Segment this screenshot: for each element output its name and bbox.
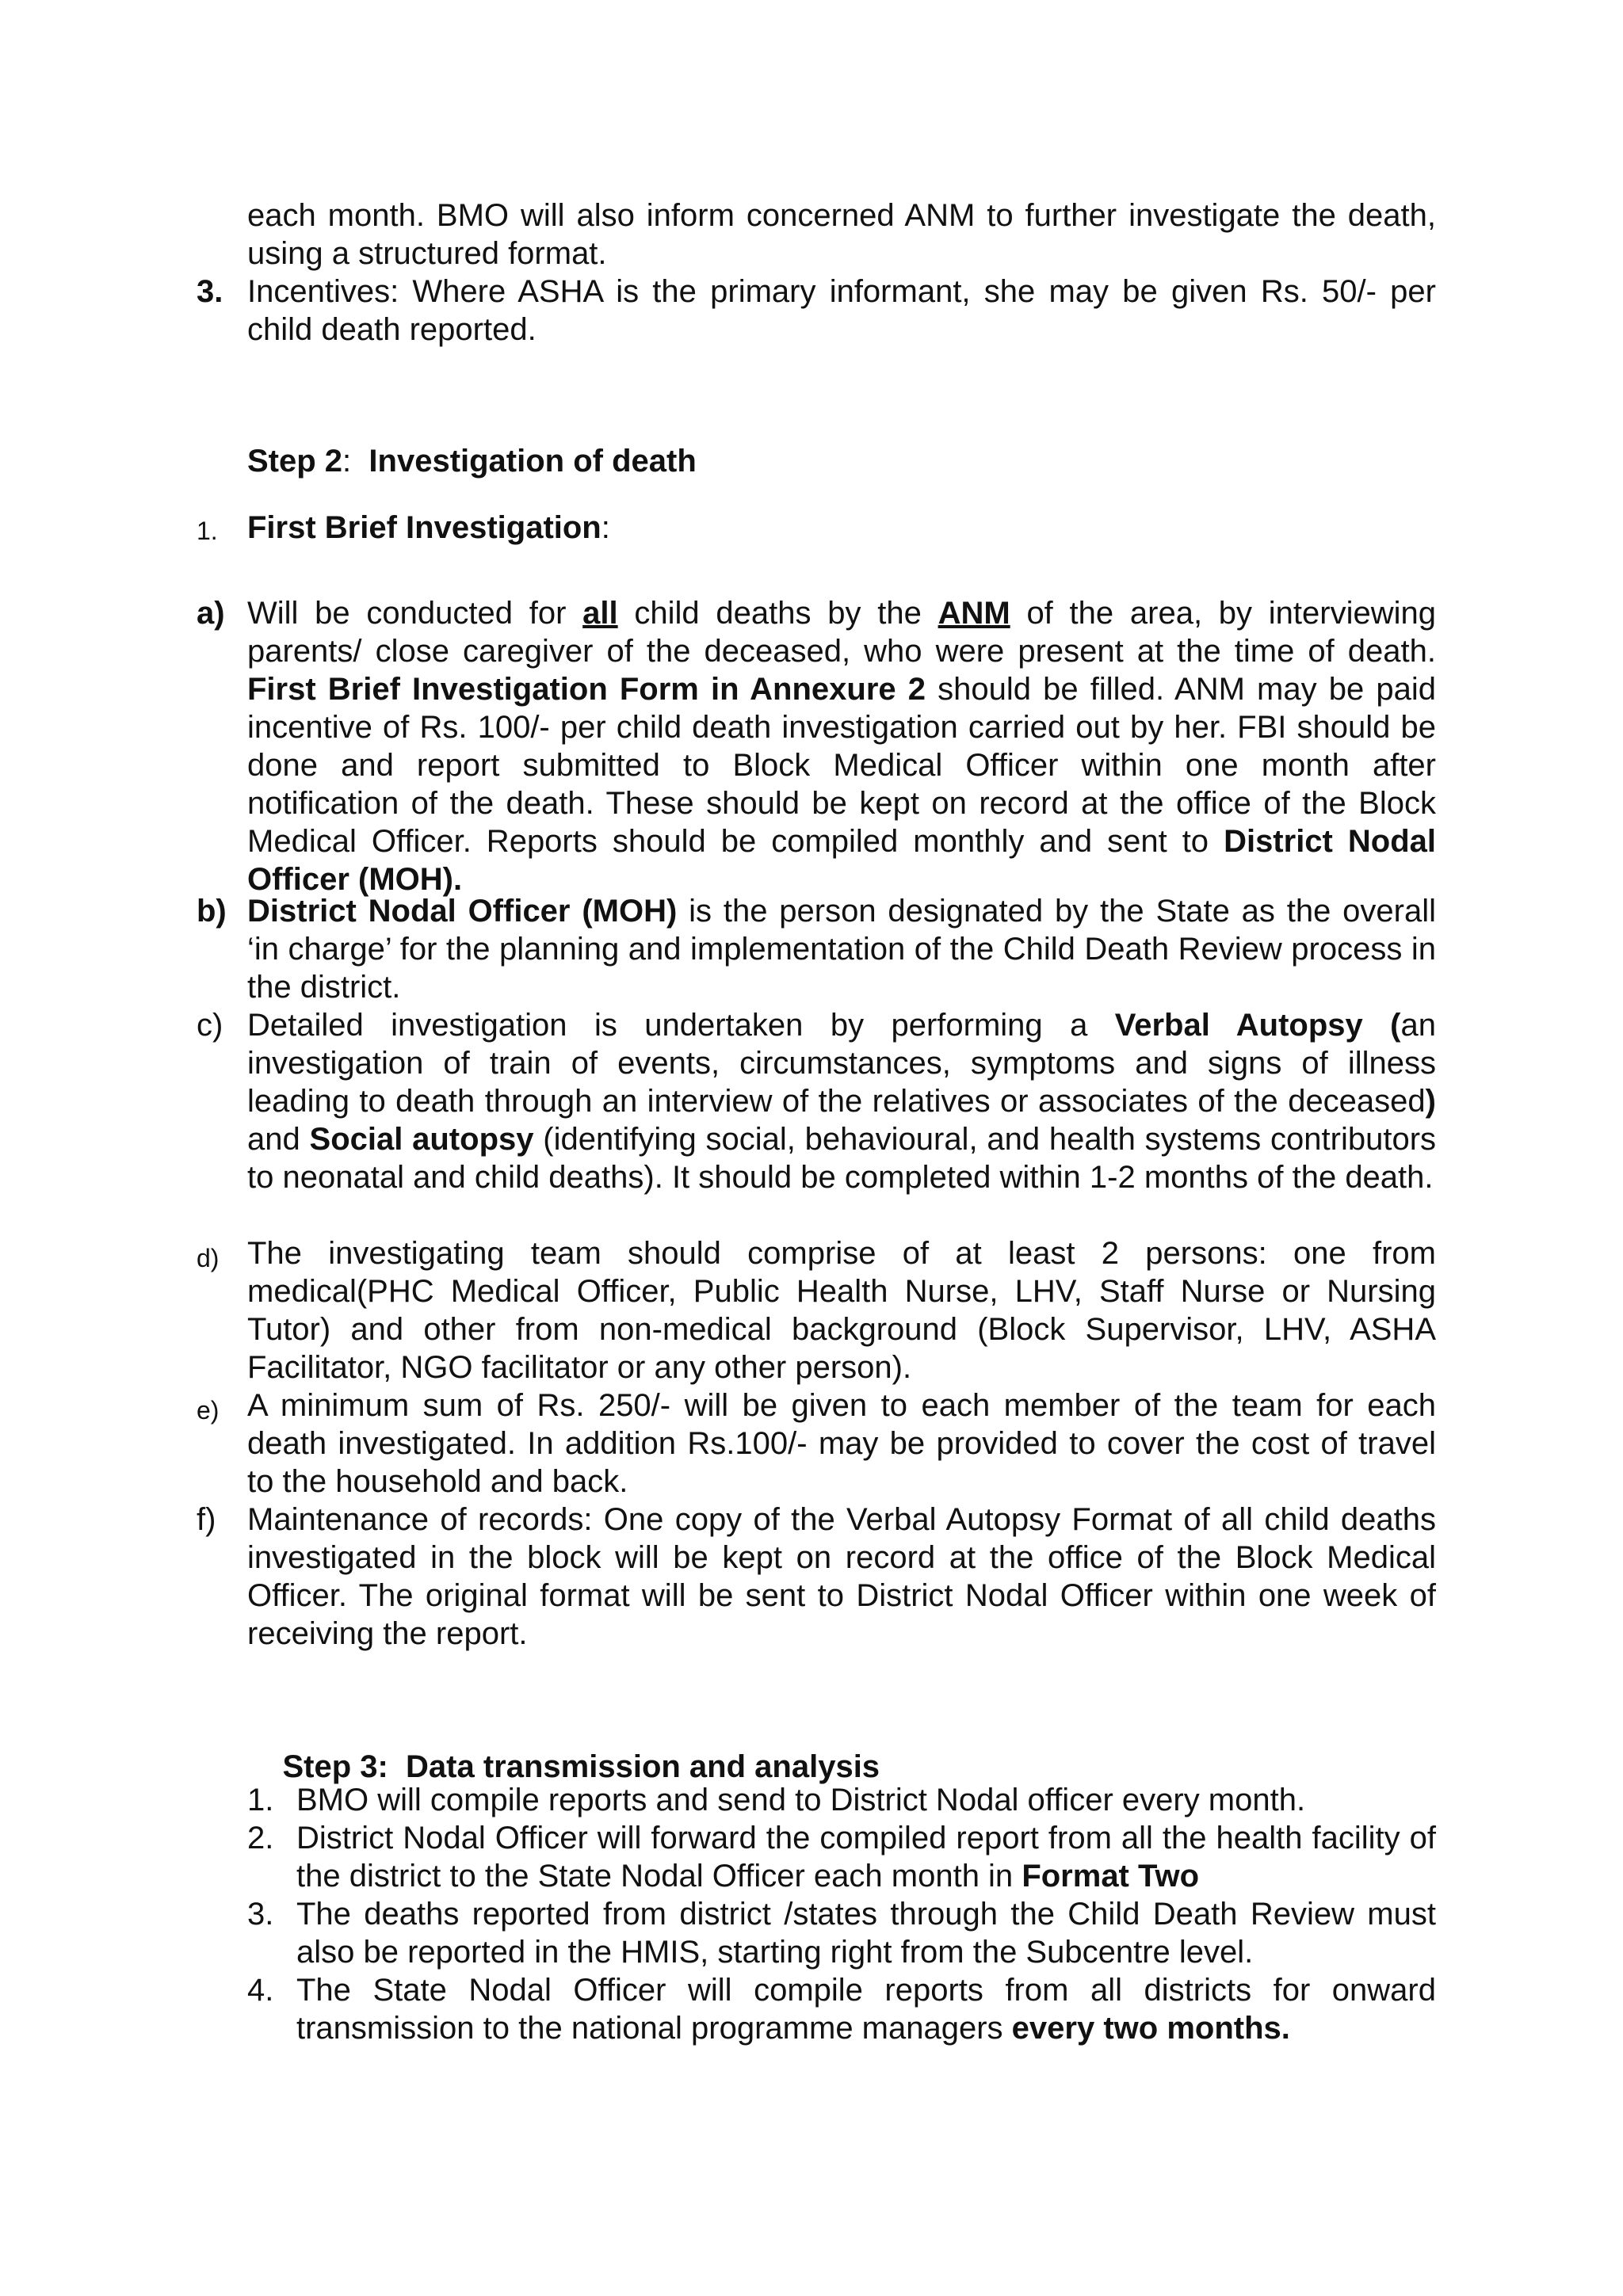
item-number: 1. [247, 1783, 274, 1817]
sub-number: 1. [197, 517, 218, 545]
list-item-b [197, 892, 1436, 1006]
list-item-a [197, 594, 1436, 898]
item-marker: c) [197, 1008, 223, 1043]
intro-text: each month. BMO will also inform concerned ANM to further investigate the death, using a structured format. [247, 198, 1436, 271]
step3-item-3 [247, 1895, 1436, 1971]
emphasis-all: all [582, 596, 618, 631]
item-marker: a) [197, 596, 225, 631]
item-marker: f) [197, 1502, 216, 1537]
list-item-c [197, 1006, 1436, 1196]
item-c-text-1: Detailed investigation is undertaken by performing a [247, 1008, 1088, 1043]
step3-item-4 [247, 1971, 1436, 2047]
step2-heading [247, 442, 1436, 480]
first-brief-investigation-heading [197, 509, 1436, 547]
item-marker: d) [197, 1244, 220, 1272]
emphasis-anm: ANM [938, 596, 1010, 631]
district-nodal-officer-ref: District Nodal Officer (MOH) [247, 894, 678, 929]
format-two-ref: Format Two [1022, 1859, 1200, 1894]
item-number: 3. [247, 1897, 274, 1932]
incentives-item [197, 273, 1436, 349]
list-item-f [197, 1501, 1436, 1653]
closing-paren: ) [1425, 1084, 1436, 1119]
intro-continuation [247, 196, 1436, 273]
item-f-text: Maintenance of records: One copy of the Verbal Autopsy Format of all child deaths investigated in the block will be kept on record at the office of the Block Medical Officer. The original format will be sent to District Nodal Officer within one week of receiving the report. [247, 1502, 1436, 1651]
item-a-text-3: of the area, by interviewing parents/ close caregiver of the deceased, who were present at the time of death. [247, 596, 1436, 669]
item-marker: e) [197, 1396, 220, 1425]
item-a-text-4: should be filled. ANM may be paid incentive of Rs. 100/- per child death investigation carried out by her. FBI should be done and report submitted to Block Medical Officer within one month after notification of the death. These should be kept on record at the office of the Block Medical Officer. Reports should be compiled monthly and sent to [247, 672, 1436, 859]
step3-item-text: The State Nodal Officer will compile reports from all districts for onward transmission to the national programme managers [296, 1973, 1436, 2046]
sub-title: First Brief Investigation [247, 510, 601, 545]
item-number: 2. [247, 1821, 274, 1855]
item-b-text: is the person designated by the State as the overall ‘in charge’ for the planning and implementation of the Child Death Review process in the district. [247, 894, 1436, 1005]
social-autopsy-term: Social autopsy [309, 1122, 534, 1157]
step3-item-text: The deaths reported from district /states through the Child Death Review must also be reported in the HMIS, starting right from the Subcentre level. [296, 1897, 1436, 1970]
step3-title: Step 3: Data transmission and analysis [282, 1749, 880, 1784]
item-c-and: and [247, 1122, 300, 1157]
step2-title: Investigation of death [369, 444, 697, 479]
incentives-text: Incentives: Where ASHA is the primary informant, she may be given Rs. 50/- per child death reported. [247, 274, 1436, 347]
item-a-text-1: Will be conducted for [247, 596, 567, 631]
list-item-d [197, 1234, 1436, 1386]
item-a-text-2: child deaths by the [634, 596, 922, 631]
item-c-text-2: an investigation of train of events, circumstances, symptoms and signs of illness leading to death through an interview of the relatives or associates of the deceased [247, 1008, 1437, 1119]
verbal-autopsy-term: Verbal Autopsy ( [1114, 1008, 1401, 1043]
step3-item-1 [247, 1781, 1436, 1819]
step2-colon: : [342, 444, 352, 479]
item-marker: b) [197, 894, 227, 929]
step3-item-text: BMO will compile reports and send to District Nodal officer every month. [296, 1783, 1306, 1817]
item-e-text: A minimum sum of Rs. 250/- will be given to each member of the team for each death investigated. In addition Rs.100/- may be provided to cover the cost of travel to the household and back. [247, 1388, 1436, 1499]
step2-label: Step 2 [247, 444, 343, 479]
every-two-months-emphasis: every two months. [1011, 2011, 1290, 2046]
step3-item-text: District Nodal Officer will forward the compiled report from all the health facility of the district to the State Nodal Officer each month in [296, 1821, 1436, 1894]
item-number: 4. [247, 1973, 274, 2008]
sub-colon: : [601, 510, 610, 545]
list-item-e [197, 1386, 1436, 1501]
step3-item-2 [247, 1819, 1436, 1895]
item-c-text-3: (identifying social, behavioural, and health systems contributors to neonatal and child deaths). It should be completed within 1-2 months of the death. [247, 1122, 1437, 1195]
item-number: 3. [197, 274, 223, 309]
annexure-form-ref: First Brief Investigation Form in Annexure 2 [247, 672, 926, 707]
item-d-text: The investigating team should comprise of at least 2 persons: one from medical(PHC Medical Officer, Public Health Nurse, LHV, Staff Nurse or Nursing Tutor) and other from non-medical background (Block Supervisor, LHV, ASHA Facilitator, NGO facilitator or any other person). [247, 1236, 1436, 1385]
district-nodal-officer-ref: District Nodal Officer (MOH). [247, 824, 1436, 897]
